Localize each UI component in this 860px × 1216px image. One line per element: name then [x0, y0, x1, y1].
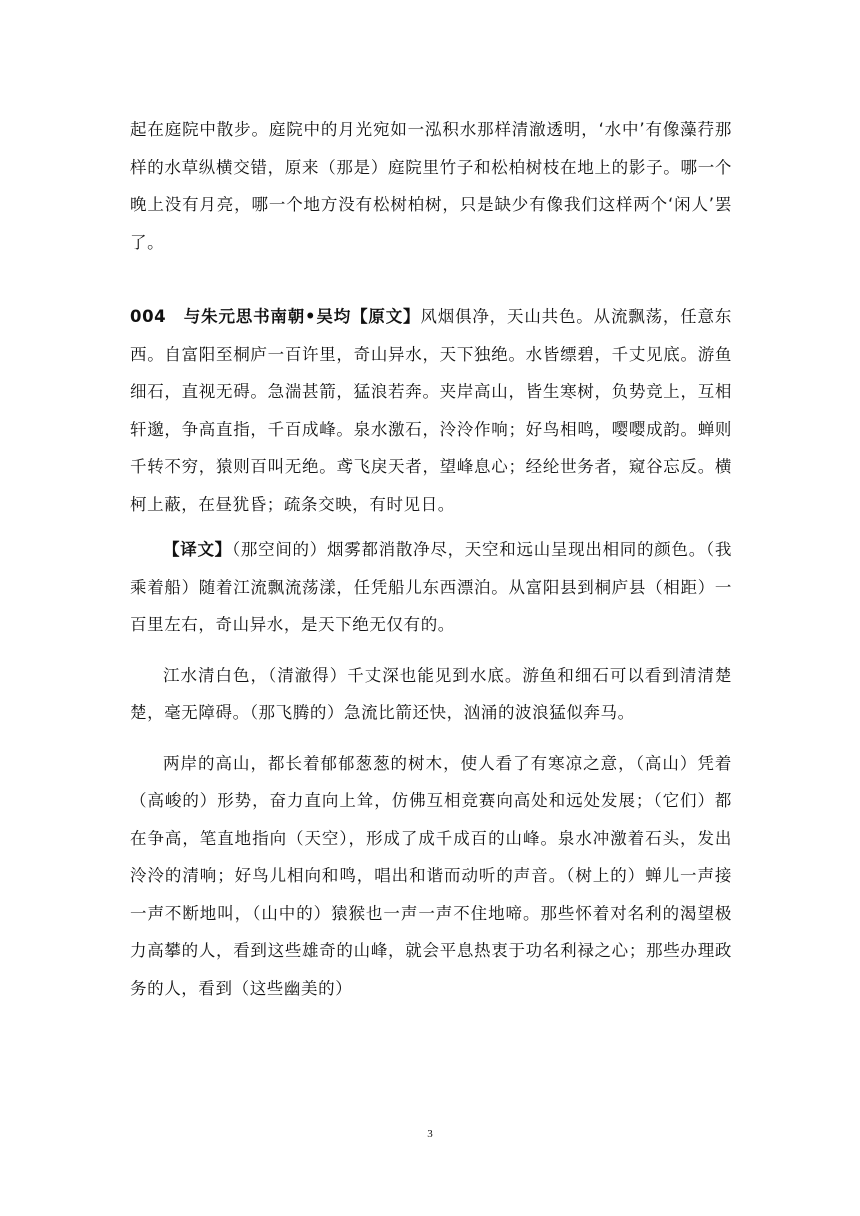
section-heading: 004 与朱元思书南朝•吴均【原文】 [130, 307, 421, 326]
paragraph-translation-3 [130, 745, 732, 1008]
paragraph-text: 江水清白色，（清澈得）千丈深也能见到水底。游鱼和细石可以看到清清楚楚，毫无障碍。（那飞腾的）急流比箭还快，汹涌的波浪猛似奔马。 [130, 665, 732, 722]
paragraph-text: （那空间的）烟雾都消散净尽，天空和远山呈现出相同的颜色。（我乘着船）随着江流飘流荡漾，任凭船儿东西漂泊。从富阳县到桐庐县（相距）一百里左右，奇山异水，是天下绝无仅有的。 [130, 540, 733, 634]
page-number: 3 [427, 1128, 433, 1140]
paragraph-original-text [130, 298, 732, 523]
translation-label: 【译文】 [163, 540, 232, 559]
paragraph-text: 起在庭院中散步。庭院中的月光宛如一泓积水那样清澈透明，‘水中’有像藻荇那样的水草纵横交错，原来（那是）庭院里竹子和松柏树枝在地上的影子。哪一个晚上没有月亮，哪一个地方没有松树柏树，只是缺少有像我们这样两个‘闲人’罢了。 [130, 120, 732, 252]
paragraph-translation [130, 531, 732, 644]
paragraph-translation-2 [130, 657, 732, 732]
paragraph-text: 风烟俱净，天山共色。从流飘荡，任意东西。自富阳至桐庐一百许里，奇山异水，天下独绝。水皆缥碧，千丈见底。游鱼细石，直视无碍。急湍甚箭，猛浪若奔。夹岸高山，皆生寒树，负势竞上，互相轩邈，争高直指，千百成峰。泉水激石，泠泠作响；好鸟相鸣，嘤嘤成韵。蝉则千转不穷，猿则百叫无绝。鸢飞戾天者，望峰息心；经纶世务者，窥谷忘反。横柯上蔽，在昼犹昏；疏条交映，有时见日。 [130, 307, 732, 514]
paragraph-text: 两岸的高山，都长着郁郁葱葱的树木，使人看了有寒凉之意，（高山）凭着（高峻的）形势，奋力直向上耸，仿佛互相竞赛向高处和远处发展；（它们）都在争高，笔直地指向（天空），形成了成千成百的山峰。泉水冲激着石头，发出泠泠的清响；好鸟儿相向和鸣，唱出和谐而动听的声音。（树上的）蝉儿一声接一声不断地叫，（山中的）猿猴也一声一声不住地啼。那些怀着对名利的渴望极力高攀的人，看到这些雄奇的山峰，就会平息热衷于功名利禄之心；那些办理政务的人，看到（这些幽美的） [130, 753, 732, 998]
paragraph-continuation [130, 111, 732, 261]
body-text [130, 111, 732, 1007]
